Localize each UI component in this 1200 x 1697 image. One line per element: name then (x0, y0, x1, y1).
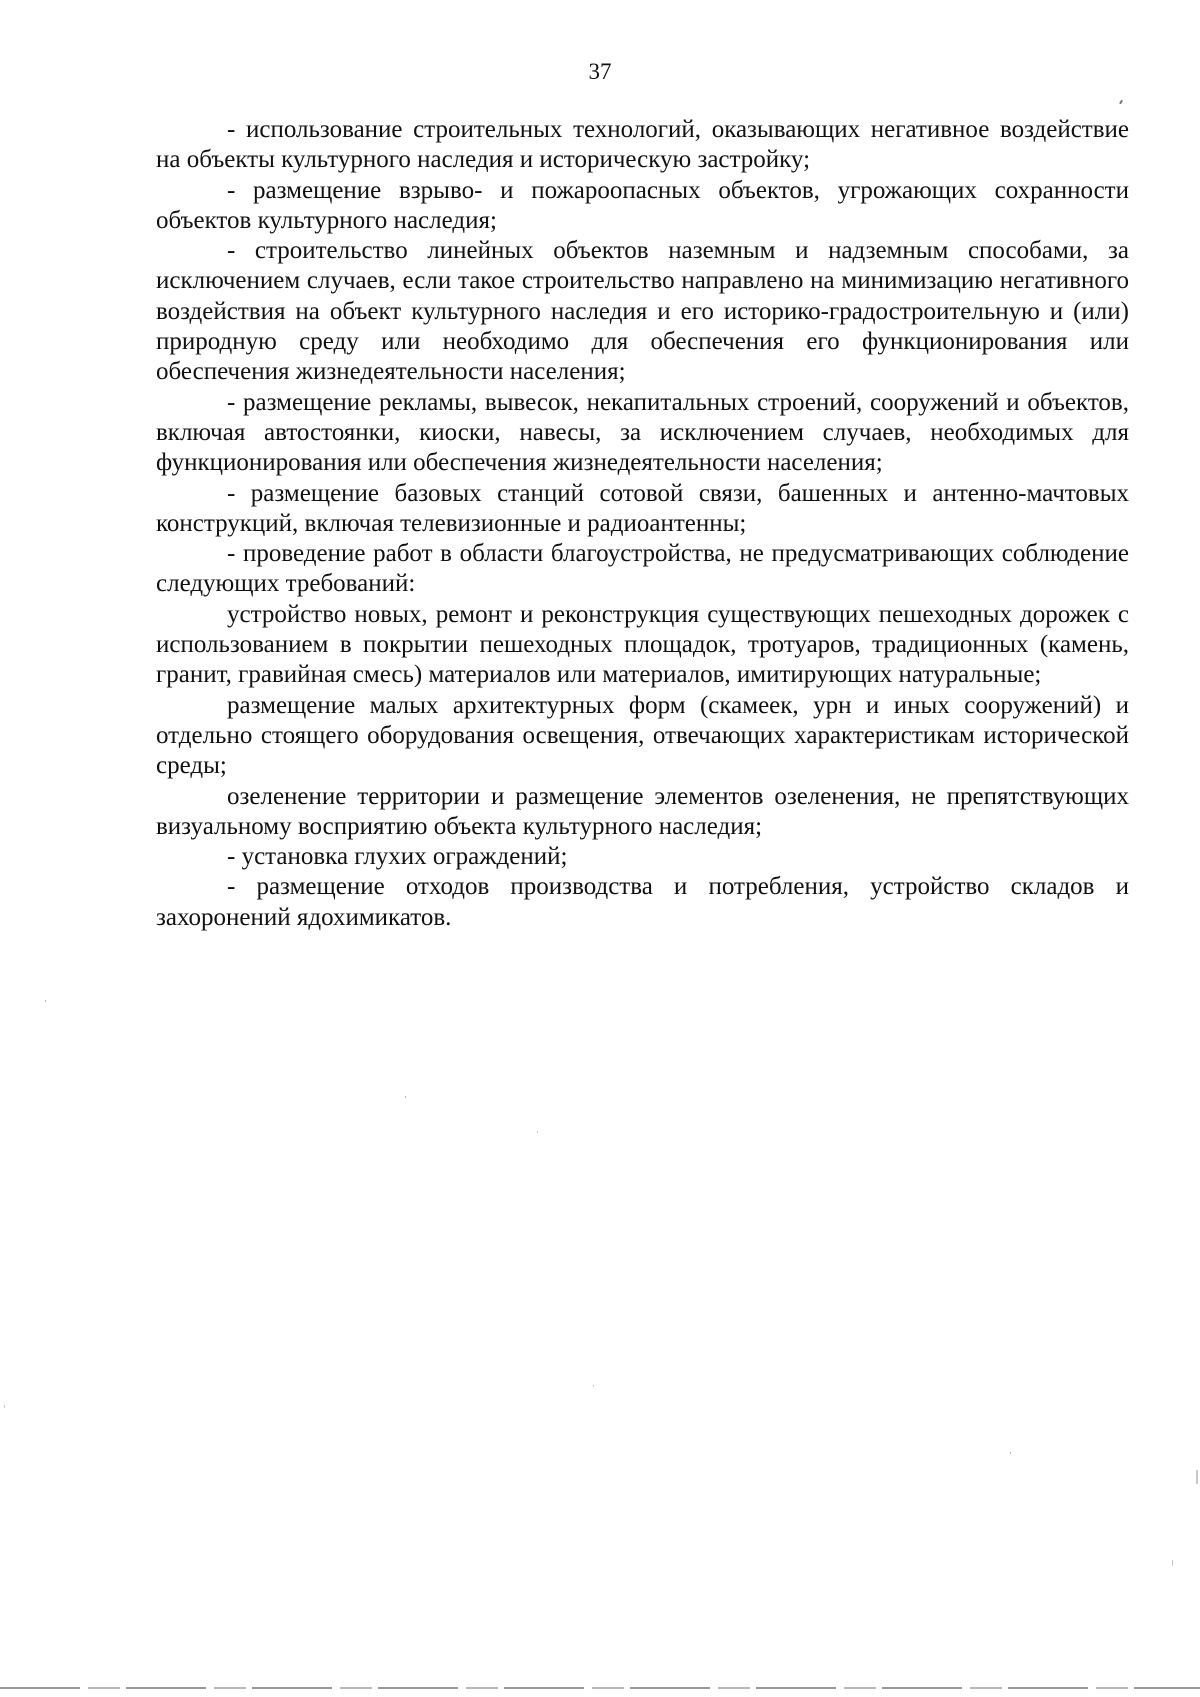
paragraph-small-architectural-forms: размещение малых архитектурных форм (скамеек, урн и иных сооружений) и отдельно стоящего оборудования освещения, отвечающих характеристикам исторической среды; (156, 691, 1129, 780)
scan-speck (1010, 1452, 1011, 1454)
scan-speck (4, 1405, 5, 1408)
paragraph-pedestrian-paths: устройство новых, ремонт и реконструкция существующих пешеходных дорожек с использованием в покрытии пешеходных площадок, тротуаров, традиционных (камень, гранит, гравийная смесь) материалов или материалов, имитирующих натуральные; (156, 600, 1129, 689)
paragraph-advertising: - размещение рекламы, вывесок, некапитальных строений, сооружений и объектов, включая автостоянки, киоски, навесы, за исключением случаев, необходимых для функционирования или обеспечения жизнедеятельности населения; (156, 388, 1129, 477)
paragraph-linear-objects: - строительство линейных объектов наземным и надземным способами, за исключением случаев, если такое строительство направлено на минимизацию негативного воздействия на объект культурного наследия и его историко-градостроительную и (или) природную среду или необходимо для обеспечения его функционирования или обеспечения жизнедеятельности населения; (156, 237, 1129, 386)
paragraph-construction-technologies: - использование строительных технологий, оказывающих негативное воздействие на объекты культурного наследия и историческую застройку; (156, 116, 1129, 174)
scan-speck (537, 1131, 538, 1133)
scan-bottom-edge (0, 1687, 1200, 1689)
page-number: 37 (588, 59, 612, 84)
paragraph-solid-fences: - установка глухих ограждений; (227, 843, 568, 871)
paragraph-landscaping-works: - проведение работ в области благоустройства, не предусматривающих соблюдение следующих требований: (156, 540, 1129, 598)
scan-speck (593, 1385, 594, 1387)
paragraph-cellular-stations: - размещение базовых станций сотовой связи, башенных и антенно-мачтовых конструкций, включая телевизионные и радиоантенны; (156, 479, 1129, 537)
paragraph-waste-disposal: - размещение отходов производства и потребления, устройство складов и захоронений ядохимикатов. (156, 873, 1129, 931)
scan-speck (1119, 100, 1123, 104)
scan-speck (45, 1000, 46, 1002)
document-body (156, 115, 1129, 933)
scan-speck (1172, 1560, 1173, 1566)
scan-speck (1196, 1470, 1198, 1484)
paragraph-greening: озеленение территории и размещение элементов озеленения, не препятствующих визуальному восприятию объекта культурного наследия; (156, 782, 1129, 840)
paragraph-hazardous-objects: - размещение взрыво- и пожароопасных объектов, угрожающих сохранности объектов культурного наследия; (156, 176, 1129, 234)
scan-speck (405, 1096, 406, 1098)
